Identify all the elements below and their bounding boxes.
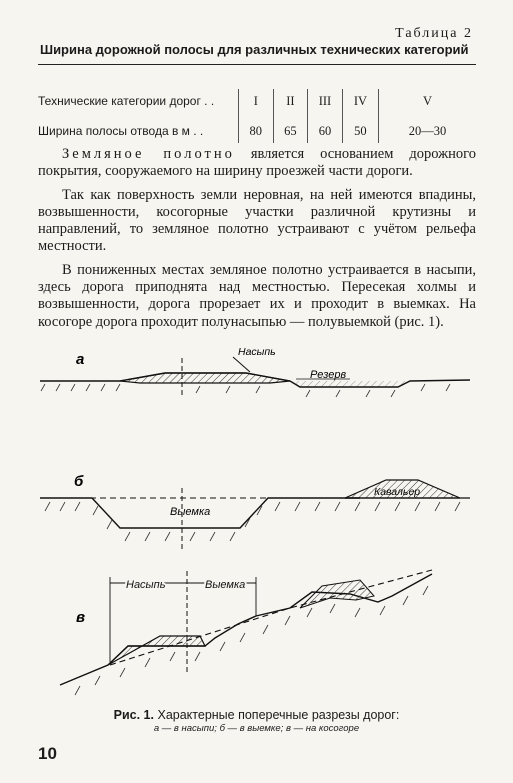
caption-title	[0, 708, 513, 722]
row-header: Технические категории дорог . .	[38, 94, 215, 108]
section-a-embankment	[40, 346, 470, 398]
section-letter: а	[76, 351, 85, 368]
table-cell: II	[273, 89, 308, 113]
table-cell: III	[308, 89, 343, 113]
label-spoil-bank: Кавальер	[374, 486, 421, 498]
caption-text: Характерные поперечные разрезы дорог:	[157, 708, 400, 722]
label-cut: Выемка	[170, 506, 211, 518]
table-cell: V	[379, 89, 476, 113]
table-cell: 80	[239, 113, 274, 143]
table-cell: 20—30	[379, 113, 476, 143]
leader-line	[233, 357, 250, 372]
paragraph: В пониженных местах земляное полотно устраивается в насыпи, здесь дорога приподнята над местностью. Пересекая холмы и возвышенности, дорога прорезает их и проходит в выемках. На косогоре дорога проходит полунасыпью — полувыемкой (рис. 1).	[38, 261, 476, 330]
page-number: 10	[38, 744, 57, 763]
table-label: Таблица 2	[395, 26, 473, 41]
section-c-hillside	[60, 570, 432, 695]
row-header: Ширина полосы отвода в м . .	[38, 124, 204, 138]
table-cell: IV	[342, 89, 378, 113]
ground-hatching	[75, 586, 428, 695]
label-cut: Выемка	[205, 579, 246, 591]
reserve-pit	[290, 381, 410, 387]
section-letter: в	[76, 609, 86, 626]
road-cross-sections-figure	[0, 340, 513, 705]
section-b-cutting	[40, 473, 470, 550]
table-cell: I	[239, 89, 274, 113]
caption-figure-number: Рис. 1.	[113, 708, 154, 722]
ground-hatching	[45, 502, 460, 541]
table-cell: 65	[273, 113, 308, 143]
table-row	[38, 113, 476, 143]
body-text	[38, 146, 476, 337]
caption-subtitle: а — в насыпи; б — в выемке; в — на косогоре	[153, 723, 360, 734]
table-title: Ширина дорожной полосы для различных технических категорий	[40, 42, 469, 57]
label-reserve: Резерв	[310, 369, 347, 381]
label-embankment: Насыпь	[238, 346, 276, 358]
width-table	[38, 64, 476, 143]
embankment-fill	[120, 373, 290, 383]
paragraph	[38, 146, 476, 181]
ground-profile	[60, 574, 432, 685]
paragraph-text: является основанием дорожного покрытия, сооружаемого на ширину проезжей части дороги.	[38, 146, 476, 180]
table-row	[38, 89, 476, 113]
table-cell: 60	[308, 113, 343, 143]
table-cell: 50	[342, 113, 378, 143]
section-letter: б	[74, 473, 84, 490]
label-fill: Насыпь	[126, 579, 166, 591]
paragraph: Так как поверхность земли неровная, на ней имеются впадины, возвышенности, косогорные участки различной крутизны и направлений, то земляное полотно устраивают с учётом рельефа местности.	[38, 186, 476, 255]
side-spoil	[300, 580, 374, 608]
figure-caption	[0, 708, 513, 734]
emphasized-term: Земляное полотно	[62, 146, 235, 162]
